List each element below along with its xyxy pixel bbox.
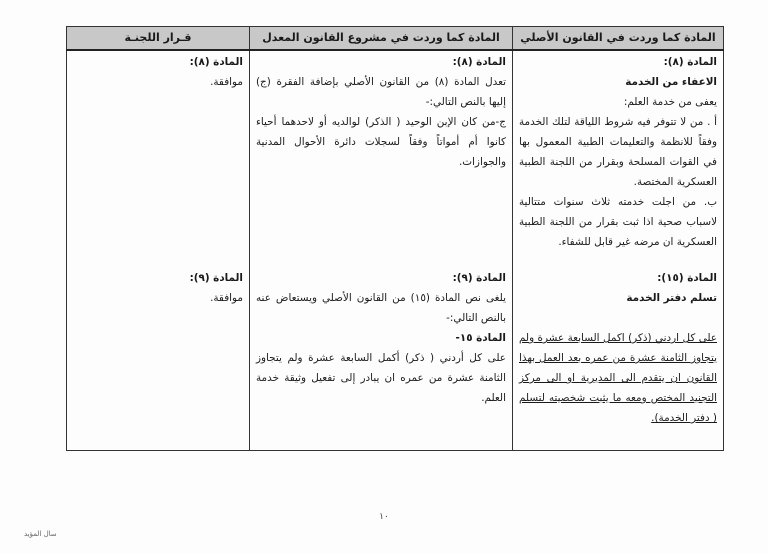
article-line: تعدل المادة (٨) من القانون الأصلي بإضافة الفقرة (ج) إليها بالنص التالي:- <box>255 76 506 108</box>
article-title: المادة (٩): <box>189 272 243 284</box>
header-original-law: المادة كما وردت في القانون الأصلي <box>512 27 723 51</box>
table-header-row <box>67 27 724 51</box>
cell-original-article-15 <box>512 268 723 450</box>
cell-amended-article-8 <box>249 50 512 268</box>
article-subtitle: المادة ١٥- <box>455 332 506 344</box>
table-row <box>67 50 724 268</box>
article-line: يعفى من خدمة العلم: <box>623 96 717 108</box>
cell-amended-article-9 <box>249 268 512 450</box>
header-committee-decision: قـرار اللجنـة <box>67 27 250 51</box>
article-title: المادة (٨): <box>452 56 506 68</box>
cell-decision-article-8 <box>67 50 250 268</box>
table-row <box>67 268 724 450</box>
article-subtitle: الاعفاء من الخدمة <box>625 76 717 88</box>
cell-decision-article-9 <box>67 268 250 450</box>
cell-original-article-8 <box>512 50 723 268</box>
comparison-table <box>66 26 724 451</box>
footer-mark: سال المؤيد <box>24 530 57 538</box>
article-title: المادة (٩): <box>452 272 506 284</box>
decision-text: موافقة. <box>210 292 243 304</box>
article-line: ب. من اجلت خدمته ثلاث سنوات متتالية لاسباب صحية اذا ثبت بقرار من اللجنة الطبية العسكرية ان مرضه غير قابل للشفاء. <box>518 196 717 248</box>
article-text: على كل اردني (ذكر) اكمل السابعة عشرة ولم يتجاوز الثامنة عشرة من عمره بعد العمل بهذا القانون ان يتقدم الى المديرية او الى مركز التجنيد المختص ومعه ما يثبت شخصيته لتسلم ( دفتر الخدمة). <box>518 332 717 424</box>
decision-text: موافقة. <box>210 76 243 88</box>
article-text: على كل أردني ( ذكر) أكمل السابعة عشرة ولم يتجاوز الثامنة عشرة من عمره ان يبادر إلى تفعيل وثيقة خدمة العلم. <box>255 352 506 404</box>
article-line: ج-من كان الإبن الوحيد ( الذكر) لوالديه أو لاحدهما أحياء كانوا أم أمواتاً وفقاً لسجلات دائرة الأحوال المدنية والجوازات. <box>255 116 506 168</box>
article-title: المادة (١٥): <box>657 272 717 284</box>
article-title: المادة (٨): <box>189 56 243 68</box>
article-line: أ . من لا تتوفر فيه شروط اللياقة لتلك الخدمة وفقاً للانظمة والتعليمات الطبية المعمول بها في القوات المسلحة وبقرار من اللجنة الطبية العسكرية المختصة. <box>518 116 717 188</box>
header-amended-law: المادة كما وردت في مشروع القانون المعدل <box>249 27 512 51</box>
article-subtitle: تسلم دفتر الخدمة <box>626 292 717 304</box>
article-title: المادة (٨): <box>663 56 717 68</box>
article-intro: يلغى نص المادة (١٥) من القانون الأصلي ويستعاض عنه بالنص التالي:- <box>255 292 506 324</box>
page-number: ١٠ <box>379 512 389 522</box>
